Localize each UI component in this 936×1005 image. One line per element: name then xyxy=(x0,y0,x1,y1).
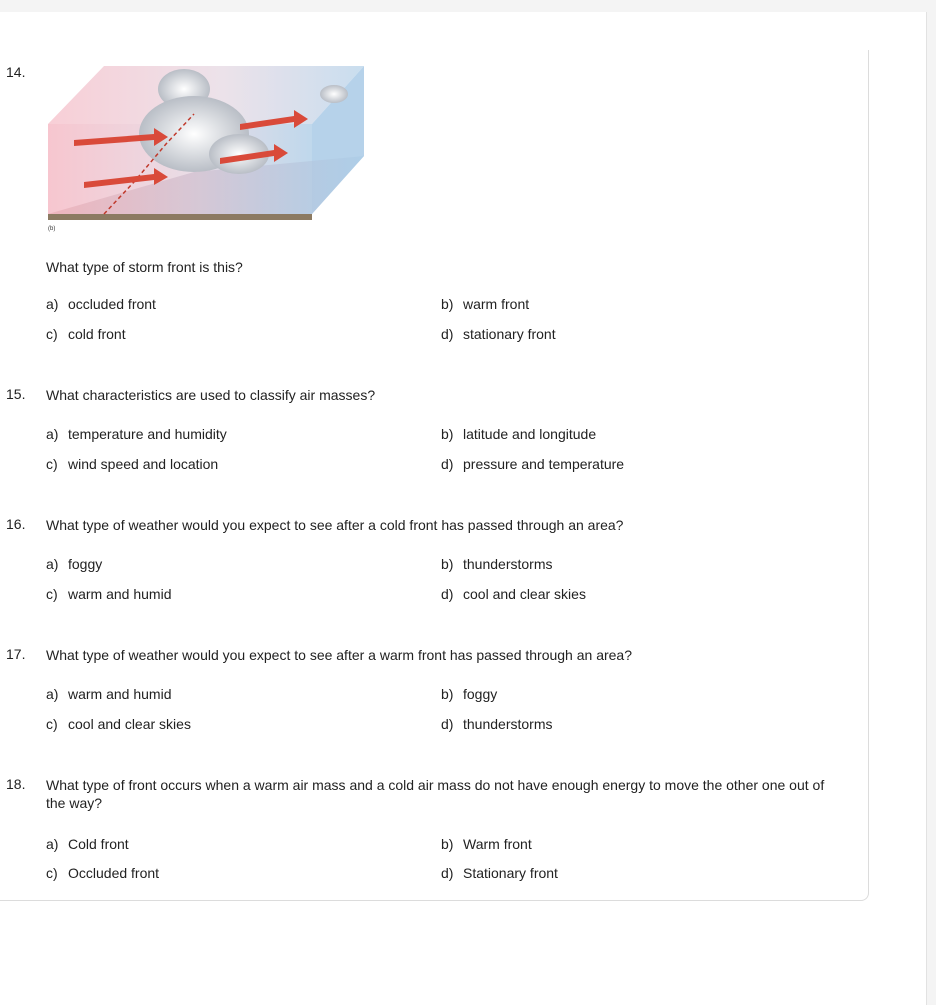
question-text: What type of front occurs when a warm air mass and a cold air mass do not have enough energy to move the other one out of the way? xyxy=(46,777,825,811)
option-b[interactable]: b) foggy xyxy=(441,686,498,702)
figure-caption: (b) xyxy=(48,226,56,232)
option-d[interactable]: d) stationary front xyxy=(441,326,556,342)
option-a[interactable]: a) occluded front xyxy=(46,296,156,312)
question-text: What type of storm front is this? xyxy=(46,259,243,275)
option-b[interactable]: b) warm front xyxy=(441,296,530,312)
option-c[interactable]: c) cold front xyxy=(46,326,126,342)
option-b[interactable]: b) Warm front xyxy=(441,836,532,852)
cloud-small xyxy=(320,85,348,103)
option-c[interactable]: c) warm and humid xyxy=(46,586,172,602)
question-text: What type of weather would you expect to see after a warm front has passed through an area? xyxy=(46,647,633,663)
option-a[interactable]: a) Cold front xyxy=(46,836,129,852)
question-number: 17. xyxy=(6,646,26,662)
question-number: 16. xyxy=(6,516,26,532)
option-c[interactable]: c) Occluded front xyxy=(46,865,160,881)
option-d[interactable]: d) thunderstorms xyxy=(441,716,553,732)
option-a[interactable]: a) foggy xyxy=(46,556,103,572)
question-number: 15. xyxy=(6,386,26,402)
question-text: What characteristics are used to classify air masses? xyxy=(46,387,376,403)
option-c[interactable]: c) cool and clear skies xyxy=(46,716,191,732)
option-d[interactable]: d) cool and clear skies xyxy=(441,586,586,602)
option-a[interactable]: a) warm and humid xyxy=(46,686,172,702)
option-d[interactable]: d) pressure and temperature xyxy=(441,456,625,472)
option-b[interactable]: b) thunderstorms xyxy=(441,556,553,572)
storm-front-figure xyxy=(44,64,368,236)
option-b[interactable]: b) latitude and longitude xyxy=(441,426,597,442)
option-a[interactable]: a) temperature and humidity xyxy=(46,426,227,442)
option-d[interactable]: d) Stationary front xyxy=(441,865,558,881)
option-c[interactable]: c) wind speed and location xyxy=(46,456,219,472)
question-text: What type of weather would you expect to see after a cold front has passed through an area? xyxy=(46,517,624,533)
ground-strip xyxy=(48,214,312,220)
question-number: 14. xyxy=(6,64,26,80)
question-number: 18. xyxy=(6,776,26,792)
